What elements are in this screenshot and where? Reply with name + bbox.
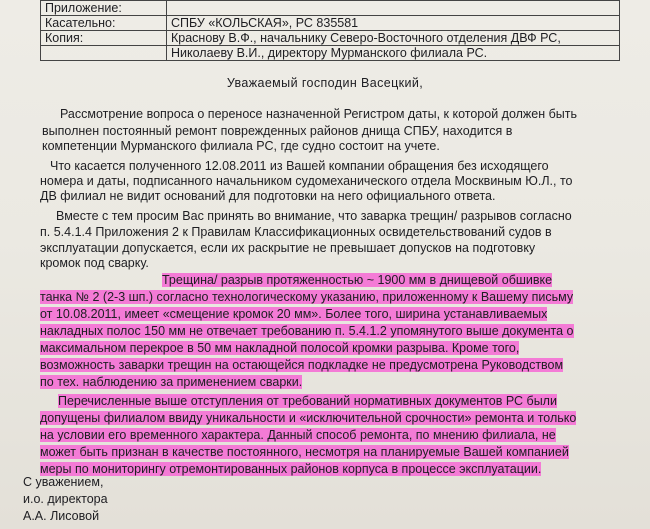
header-row [41, 46, 620, 61]
highlighted-line: допущены филиалом ввиду уникальности и «исключительной срочности» ремонта и только [40, 411, 577, 425]
header-row [41, 31, 620, 46]
header-key: Приложение: [41, 1, 167, 16]
signature-closing: С уважением, [23, 475, 104, 489]
body-line: Рассмотрение вопроса о переносе назначенной Регистром даты, к которой должен быть [60, 107, 577, 121]
header-row [41, 1, 620, 16]
highlighted-line: возможность заварки трещин на остающейся подкладке не предусмотрена Руководством [40, 358, 564, 372]
greeting: Уважаемый господин Васецкий, [226, 76, 424, 90]
highlighted-line: Перечисленные выше отступления от требований нормативных документов РС были [58, 394, 557, 408]
highlighted-line: накладных полос 150 мм не отвечает требованию п. 5.4.1.2 упомянутого выше документа о [40, 324, 574, 338]
body-line: эксплуатации допускается, если их раскрытие не превышает допусков на подготовку [40, 241, 536, 255]
header-value: Краснову В.Ф., начальнику Северо-Восточного отделения ДВФ РС, [167, 31, 620, 46]
header-key [41, 46, 167, 61]
header-key: Копия: [41, 31, 167, 46]
body-line: кромок под сварку. [40, 256, 149, 270]
body-line: компетенции Мурманского филиала РС, где судно состоит на учете. [42, 139, 440, 153]
highlighted-line: на условии его временного характера. Данный способ ремонта, по мнению филиала, не [40, 428, 556, 442]
highlighted-line: от 10.08.2011, имеет «смещение кромок 20 мм». Более того, ширина устанавливаемых [40, 307, 548, 321]
header-value [167, 1, 620, 16]
body-line: п. 5.4.1.4 Приложения 2 к Правилам Классификационных освидетельствований судов в [40, 225, 552, 239]
body-line: Вместе с тем просим Вас принять во внимание, что заварка трещин/ разрывов согласно [56, 209, 572, 223]
body-line: выполнен постоянный ремонт поврежденных районов днища СПБУ, находится в [42, 124, 513, 138]
header-table [40, 0, 620, 61]
highlighted-line: по тех. наблюдению за применением сварки. [40, 375, 303, 389]
body-line: Что касается полученного 12.08.2011 из Вашей компании обращения без исходящего [50, 159, 549, 173]
header-value: СПБУ «КОЛЬСКАЯ», РС 835581 [167, 16, 620, 31]
highlighted-line: меры по мониторингу отремонтированных районов корпуса в процессе эксплуатации. [40, 462, 542, 476]
signature-title: и.о. директора [23, 492, 108, 506]
header-value: Николаеву В.И., директору Мурманского филиала РС. [167, 46, 620, 61]
body-line: ДВ филиал не видит оснований для подготовки на него официального ответа. [40, 189, 496, 203]
highlighted-line: Трещина/ разрыв протяженностью ~ 1900 мм в днищевой обшивке [162, 273, 553, 287]
header-key: Касательно: [41, 16, 167, 31]
header-row [41, 16, 620, 31]
highlighted-line: может быть признан в качестве постоянного, несмотря на планируемые Вашей компанией [40, 445, 569, 459]
highlighted-line: танка № 2 (2-3 шп.) согласно технологическому указанию, приложенному к Вашему письму [40, 290, 574, 304]
signature-name: А.А. Лисовой [23, 509, 100, 523]
body-line: номера и даты, подписанного начальником судомеханического отдела Москвиным Ю.Л., то [40, 174, 573, 188]
highlighted-line: максимальном перекрое в 50 мм накладной полосой кромки разрыва. Кроме того, [40, 341, 520, 355]
